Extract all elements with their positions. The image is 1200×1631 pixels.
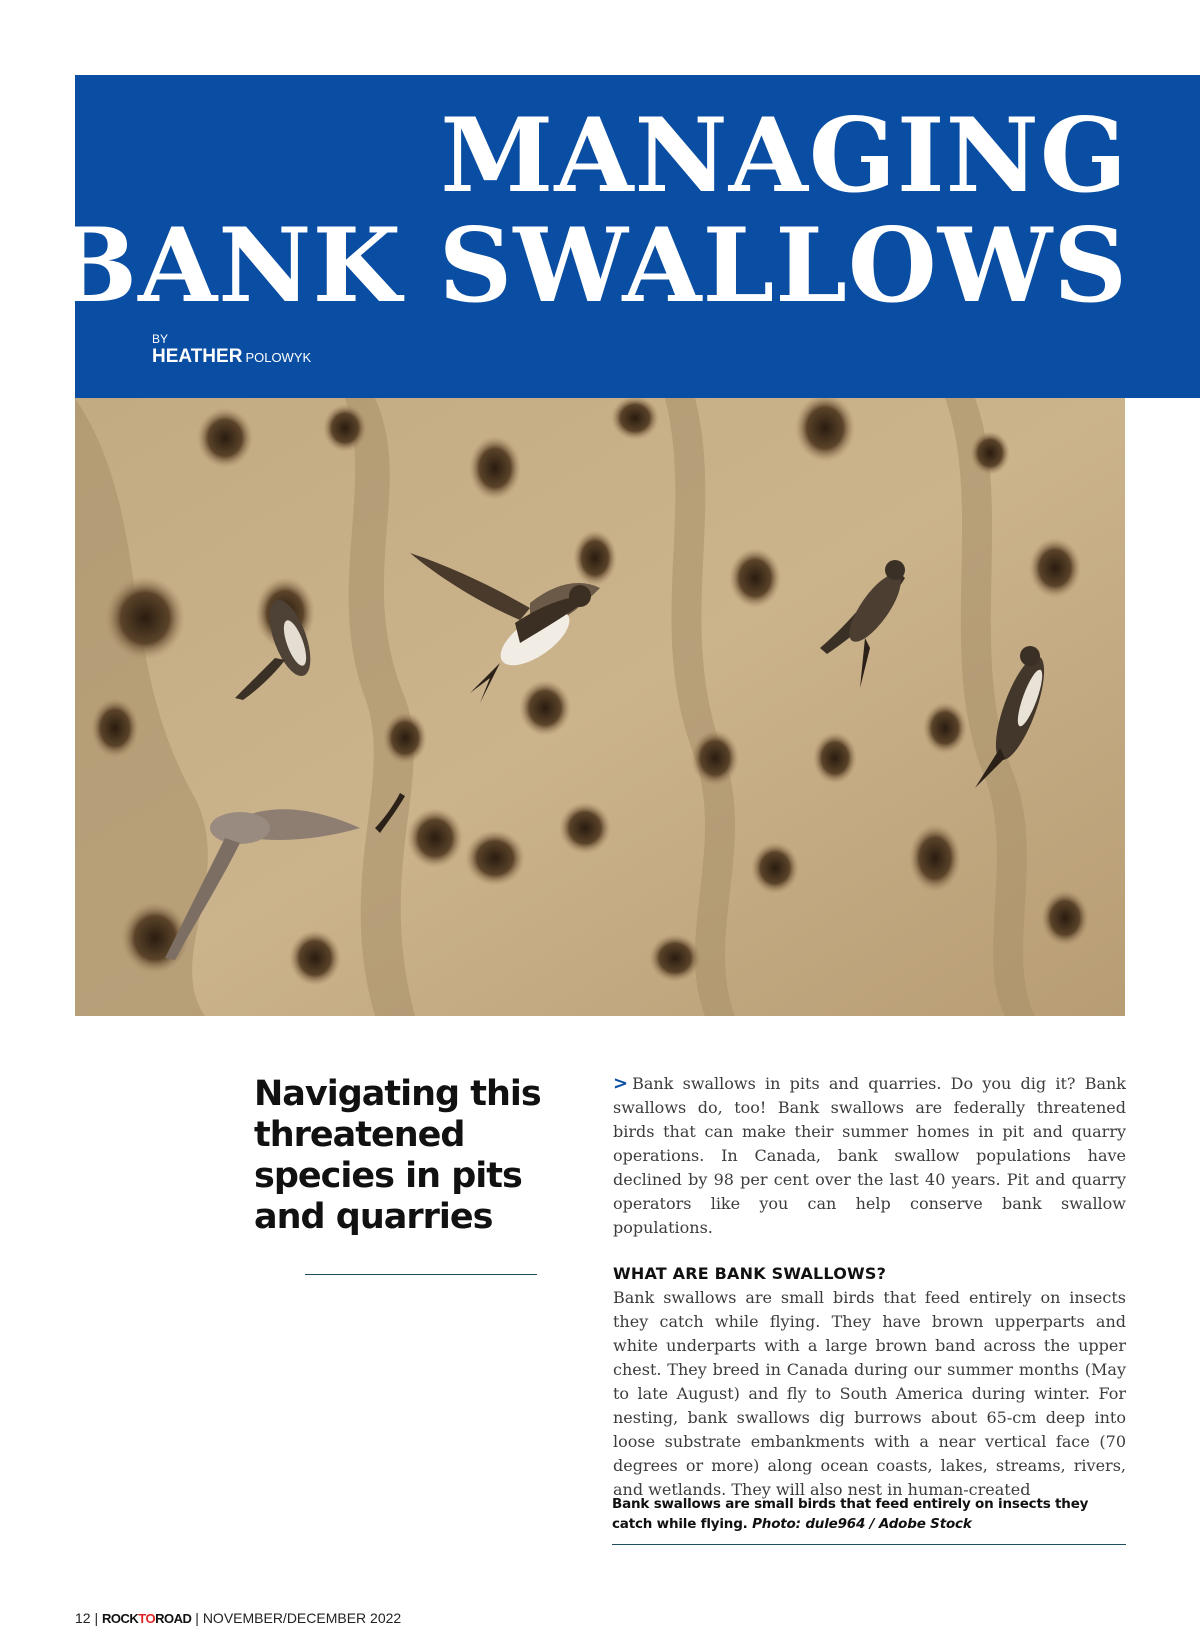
title-banner xyxy=(50,75,1200,398)
photo-credit: Photo: dule964 / Adobe Stock xyxy=(752,1516,972,1532)
page-number: 12 xyxy=(75,1610,91,1626)
caption-divider xyxy=(612,1544,1126,1545)
section-body: Bank swallows are small birds that feed entirely on insects they catch while flying. They have brown upperparts and white underparts with a large brown band across the upper chest. They breed in Canada during our summer months (May to late August) and fly to South America during winter. For nesting, bank swallows dig burrows about 65-cm deep into loose substrate embankments with a near vertical face (70 degrees or more) along ocean coasts, lakes, streams, rivers, and wetlands. They will also nest in human-created xyxy=(613,1288,1126,1499)
chevron-right-icon: > xyxy=(613,1073,629,1094)
article-body xyxy=(613,1072,1126,1502)
intro-paragraph xyxy=(613,1072,1126,1240)
logo-to: TO xyxy=(138,1611,156,1626)
byline xyxy=(152,332,311,368)
intro-text: Bank swallows in pits and quarries. Do you dig it? Bank swallows do, too! Bank swallows are federally threatened birds that can make their summer homes in pit and quarry operations. In Canada, bank swallow populations have declined by 98 per cent over the last 40 years. Pit and quarry operators like you can help conserve bank swallow populations. xyxy=(613,1074,1126,1237)
article-subhead: Navigating this threatened species in pits and quarries xyxy=(254,1074,541,1237)
bank-swallows-photo xyxy=(75,398,1125,1016)
page-footer: 12 | ROCKTOROAD | NOVEMBER/DECEMBER 2022 xyxy=(75,1610,402,1626)
logo-road: ROAD xyxy=(155,1611,192,1626)
issue-date: NOVEMBER/DECEMBER 2022 xyxy=(202,1610,402,1626)
section-heading: WHAT ARE BANK SWALLOWS? xyxy=(613,1264,887,1283)
author-first-name: HEATHER xyxy=(152,346,243,367)
author-last-name: POLOWYK xyxy=(245,350,312,365)
headline-line-2: BANK SWALLOWS xyxy=(50,206,1128,326)
magazine-logo xyxy=(102,1611,191,1626)
photo-caption xyxy=(612,1494,1132,1534)
caption-text: Bank swallows are small birds that feed entirely on insects they catch while flying. xyxy=(612,1496,1089,1532)
byline-prefix: BY xyxy=(152,332,169,346)
subhead-divider xyxy=(305,1274,537,1275)
headline-line-1: MANAGING xyxy=(440,96,1128,216)
logo-rock: ROCK xyxy=(102,1611,139,1626)
